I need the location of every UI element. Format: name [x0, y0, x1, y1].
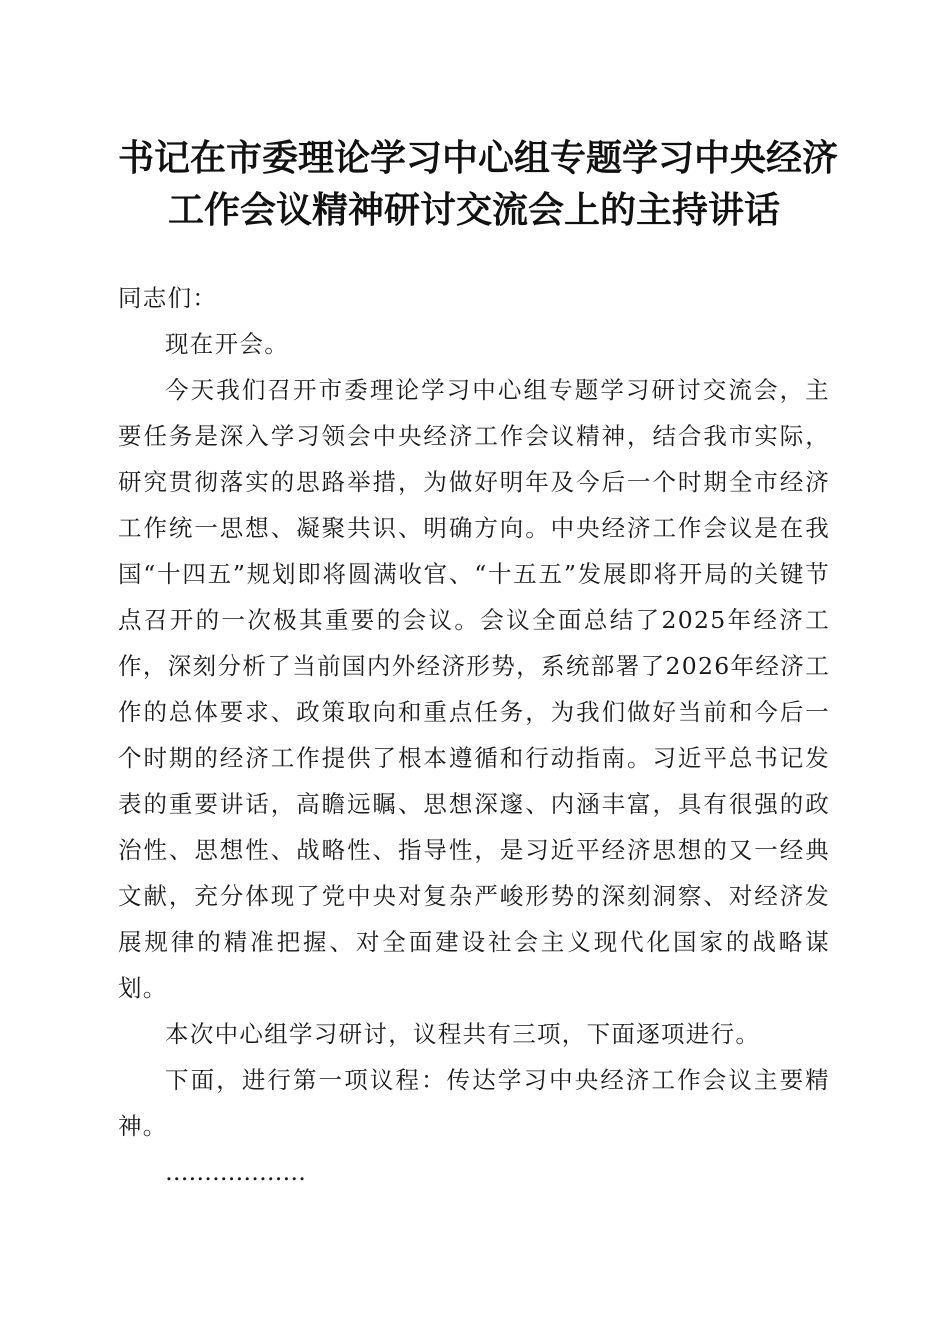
- paragraph-opening: 现在开会。: [165, 330, 289, 358]
- document-title: [118, 132, 839, 236]
- paragraph-first-item: 下面，进行第一项议程：传达学习中央经济工作会议主要精神。: [118, 1066, 830, 1140]
- ellipsis: ………………: [165, 1158, 306, 1186]
- paragraph-agenda: 本次中心组学习研讨，议程共有三项，下面逐项进行。: [165, 1020, 761, 1048]
- paragraph-main: 今天我们召开市委理论学习中心组专题学习研讨交流会，主要任务是深入学习领会中央经济工作会议精神，结合我市实际，研究贯彻落实的思路举措，为做好明年及今后一个时期全市经济工作统一思想、凝聚共识、明确方向。中央经济工作会议是在我国“十四五”规划即将圆满收官、“十五五”发展即将开局的关键节点召开的一次极其重要的会议。会议全面总结了2025年经济工作，深刻分析了当前国内外经济形势，系统部署了2026年经济工作的总体要求、政策取向和重点任务，为我们做好当前和今后一个时期的经济工作提供了根本遵循和行动指南。习近平总书记发表的重要讲话，高瞻远瞩、思想深邃、内涵丰富，具有很强的政治性、思想性、战略性、指导性，是习近平经济思想的又一经典文献，充分体现了党中央对复杂严峻形势的深刻洞察、对经济发展规律的精准把握、对全面建设社会主义现代化国家的战略谋划。: [118, 376, 830, 1002]
- salutation: 同志们：: [118, 284, 218, 312]
- title-line-1: 书记在市委理论学习中心组专题学习中央经济: [118, 137, 839, 179]
- title-line-2: 工作会议精神研讨交流会上的主持讲话: [167, 189, 780, 231]
- document-body: [118, 275, 830, 1195]
